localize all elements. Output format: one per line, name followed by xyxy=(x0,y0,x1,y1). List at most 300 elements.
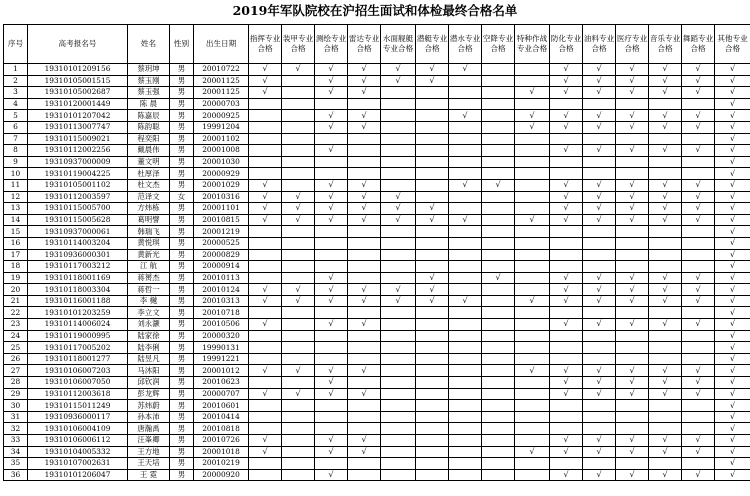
birth-date-cell: 20010219 xyxy=(194,458,249,470)
check-mark-icon: √ xyxy=(629,377,635,387)
qualification-cell xyxy=(550,249,583,261)
qualification-cell xyxy=(282,168,315,180)
qualification-cell xyxy=(715,226,750,238)
qualification-cell xyxy=(715,400,750,412)
qualification-cell xyxy=(416,272,449,284)
birth-date-cell: 20000525 xyxy=(194,237,249,249)
name-cell: 邱钦润 xyxy=(128,377,170,389)
qualification-cell xyxy=(550,377,583,389)
name-cell: 陈 晨 xyxy=(128,98,170,110)
qualification-cell xyxy=(249,469,282,481)
row-number-cell: 7 xyxy=(4,133,28,145)
qualification-cell xyxy=(249,249,282,261)
check-mark-icon: √ xyxy=(695,122,701,132)
qualification-cell xyxy=(715,87,750,99)
table-row xyxy=(4,261,750,273)
check-mark-icon: √ xyxy=(662,319,668,329)
qualification-cell xyxy=(682,75,715,87)
qualification-cell xyxy=(381,458,416,470)
exam-id-cell: 19310117005202 xyxy=(28,342,128,354)
birth-date-cell: 20010718 xyxy=(194,307,249,319)
qualification-cell xyxy=(715,446,750,458)
qualification-cell xyxy=(449,145,482,157)
exam-id-cell: 19310115009021 xyxy=(28,133,128,145)
birth-date-cell: 20001012 xyxy=(194,365,249,377)
qualification-cell xyxy=(449,249,482,261)
qualification-cell xyxy=(583,249,616,261)
qualification-cell xyxy=(515,319,550,331)
qualification-cell xyxy=(315,214,348,226)
qualification-cell xyxy=(348,272,381,284)
table-row xyxy=(4,179,750,191)
check-mark-icon: √ xyxy=(328,446,334,456)
qualification-cell xyxy=(381,110,416,122)
qualification-cell xyxy=(282,191,315,203)
check-mark-icon: √ xyxy=(662,446,668,456)
qualification-cell xyxy=(348,284,381,296)
qualification-cell xyxy=(649,411,682,423)
check-mark-icon: √ xyxy=(596,122,602,132)
check-mark-icon: √ xyxy=(729,249,736,259)
check-mark-icon: √ xyxy=(729,87,736,97)
qualification-cell xyxy=(550,446,583,458)
qualification-cell xyxy=(482,365,515,377)
qualification-cell xyxy=(348,469,381,481)
qualification-cell xyxy=(249,435,282,447)
qualification-cell xyxy=(682,330,715,342)
check-mark-icon: √ xyxy=(429,284,435,294)
qualification-cell xyxy=(649,179,682,191)
check-mark-icon: √ xyxy=(361,284,367,294)
check-mark-icon: √ xyxy=(563,87,569,97)
qualification-cell xyxy=(649,330,682,342)
qualification-cell xyxy=(282,110,315,122)
exam-id-cell: 19310104005332 xyxy=(28,446,128,458)
qualification-cell xyxy=(515,64,550,76)
check-mark-icon: √ xyxy=(629,75,635,85)
qualification-cell xyxy=(482,319,515,331)
qualification-cell xyxy=(381,469,416,481)
column-header: 性别 xyxy=(170,25,194,64)
exam-id-cell: 19310105002687 xyxy=(28,87,128,99)
qualification-cell xyxy=(682,365,715,377)
qualification-cell xyxy=(682,214,715,226)
check-mark-icon: √ xyxy=(729,133,736,143)
name-cell: 程奕阳 xyxy=(128,133,170,145)
qualification-cell xyxy=(416,435,449,447)
check-mark-icon: √ xyxy=(361,122,367,132)
birth-date-cell: 20000829 xyxy=(194,249,249,261)
table-row xyxy=(4,237,750,249)
qualification-cell xyxy=(416,469,449,481)
qualification-cell xyxy=(715,110,750,122)
row-number-cell: 35 xyxy=(4,458,28,470)
check-mark-icon: √ xyxy=(262,75,268,85)
qualification-cell xyxy=(482,156,515,168)
exam-id-cell: 19310936000117 xyxy=(28,411,128,423)
qualification-cell xyxy=(515,435,550,447)
row-number-cell: 8 xyxy=(4,145,28,157)
qualification-cell xyxy=(315,191,348,203)
exam-id-cell: 19310115011249 xyxy=(28,400,128,412)
qualification-cell xyxy=(381,411,416,423)
qualification-cell xyxy=(550,87,583,99)
birth-date-cell: 20010313 xyxy=(194,295,249,307)
qualification-cell xyxy=(249,458,282,470)
qualification-cell xyxy=(616,110,649,122)
check-mark-icon: √ xyxy=(695,377,701,387)
check-mark-icon: √ xyxy=(596,446,602,456)
table-row xyxy=(4,110,750,122)
qualification-cell xyxy=(616,446,649,458)
qualification-cell xyxy=(616,75,649,87)
qualification-cell xyxy=(550,191,583,203)
qualification-cell xyxy=(348,145,381,157)
table-row xyxy=(4,400,750,412)
name-cell: 蔡玉刚 xyxy=(128,75,170,87)
row-number-cell: 9 xyxy=(4,156,28,168)
name-cell: 陈韵聪 xyxy=(128,121,170,133)
name-cell: 黄新光 xyxy=(128,249,170,261)
row-number-cell: 33 xyxy=(4,435,28,447)
qualification-cell xyxy=(249,156,282,168)
qualification-cell xyxy=(682,411,715,423)
qualification-cell xyxy=(515,133,550,145)
qualification-cell xyxy=(416,179,449,191)
qualification-cell xyxy=(449,365,482,377)
name-cell: 董文明 xyxy=(128,156,170,168)
qualification-cell xyxy=(616,191,649,203)
qualification-cell xyxy=(649,353,682,365)
qualification-cell xyxy=(381,179,416,191)
qualification-cell xyxy=(715,330,750,342)
table-header-row xyxy=(4,25,750,64)
qualification-cell xyxy=(550,469,583,481)
qualification-cell xyxy=(449,237,482,249)
check-mark-icon: √ xyxy=(295,191,301,201)
table-row xyxy=(4,64,750,76)
qualification-cell xyxy=(715,458,750,470)
qualification-cell xyxy=(315,295,348,307)
row-number-cell: 15 xyxy=(4,226,28,238)
table-row xyxy=(4,214,750,226)
qualification-cell xyxy=(315,330,348,342)
check-mark-icon: √ xyxy=(328,388,334,398)
qualification-cell xyxy=(282,98,315,110)
name-cell: 刘永灏 xyxy=(128,319,170,331)
check-mark-icon: √ xyxy=(695,87,701,97)
qualification-cell xyxy=(649,203,682,215)
gender-cell: 男 xyxy=(170,64,194,76)
qualification-cell xyxy=(416,261,449,273)
qualification-cell xyxy=(348,133,381,145)
check-mark-icon: √ xyxy=(662,145,668,155)
check-mark-icon: √ xyxy=(563,145,569,155)
gender-cell: 男 xyxy=(170,330,194,342)
qualification-cell xyxy=(416,377,449,389)
check-mark-icon: √ xyxy=(295,215,301,225)
gender-cell: 男 xyxy=(170,237,194,249)
qualification-cell xyxy=(715,435,750,447)
check-mark-icon: √ xyxy=(262,284,268,294)
qualification-cell xyxy=(515,203,550,215)
qualification-cell xyxy=(449,284,482,296)
check-mark-icon: √ xyxy=(328,87,334,97)
check-mark-icon: √ xyxy=(328,145,334,155)
check-mark-icon: √ xyxy=(563,75,569,85)
qualification-cell xyxy=(682,423,715,435)
qualification-cell xyxy=(348,295,381,307)
exam-id-cell: 19310118001169 xyxy=(28,272,128,284)
check-mark-icon: √ xyxy=(729,423,736,433)
check-mark-icon: √ xyxy=(629,87,635,97)
check-mark-icon: √ xyxy=(295,388,301,398)
name-cell: 葛明譬 xyxy=(128,214,170,226)
check-mark-icon: √ xyxy=(596,215,602,225)
qualification-cell xyxy=(682,179,715,191)
qualification-cell xyxy=(682,156,715,168)
name-cell: 黄悦琪 xyxy=(128,237,170,249)
qualification-cell xyxy=(583,377,616,389)
qualification-cell xyxy=(348,411,381,423)
qualification-cell xyxy=(348,168,381,180)
qualification-cell xyxy=(583,156,616,168)
qualification-cell xyxy=(682,191,715,203)
qualification-cell xyxy=(583,365,616,377)
qualification-cell xyxy=(715,295,750,307)
qualification-cell xyxy=(348,64,381,76)
check-mark-icon: √ xyxy=(462,64,468,74)
check-mark-icon: √ xyxy=(328,75,334,85)
qualification-cell xyxy=(550,284,583,296)
check-mark-icon: √ xyxy=(629,296,635,306)
qualification-cell xyxy=(449,435,482,447)
qualification-cell xyxy=(515,249,550,261)
check-mark-icon: √ xyxy=(596,435,602,445)
name-cell: 王 霓 xyxy=(128,469,170,481)
qualification-cell xyxy=(348,191,381,203)
column-header: 油料专业合格 xyxy=(583,25,616,64)
qualification-cell xyxy=(550,319,583,331)
qualification-cell xyxy=(515,261,550,273)
birth-date-cell: 20010506 xyxy=(194,319,249,331)
exam-id-cell: 19310937000061 xyxy=(28,226,128,238)
qualification-cell xyxy=(449,330,482,342)
qualification-cell xyxy=(682,353,715,365)
qualification-cell xyxy=(682,121,715,133)
qualification-cell xyxy=(249,226,282,238)
qualification-cell xyxy=(550,168,583,180)
check-mark-icon: √ xyxy=(695,470,701,480)
qualification-cell xyxy=(282,87,315,99)
check-mark-icon: √ xyxy=(361,319,367,329)
qualification-cell xyxy=(482,87,515,99)
check-mark-icon: √ xyxy=(662,272,668,282)
qualification-cell xyxy=(616,411,649,423)
qualification-cell xyxy=(550,353,583,365)
qualification-cell xyxy=(416,98,449,110)
qualification-cell xyxy=(515,365,550,377)
check-mark-icon: √ xyxy=(328,365,334,375)
check-mark-icon: √ xyxy=(328,122,334,132)
check-mark-icon: √ xyxy=(662,296,668,306)
qualification-cell xyxy=(381,388,416,400)
qualification-cell xyxy=(315,342,348,354)
qualification-cell xyxy=(315,400,348,412)
qualification-cell xyxy=(249,388,282,400)
gender-cell: 男 xyxy=(170,168,194,180)
qualification-cell xyxy=(249,295,282,307)
exam-id-cell: 19310101206047 xyxy=(28,469,128,481)
qualification-cell xyxy=(583,284,616,296)
gender-cell: 男 xyxy=(170,365,194,377)
gender-cell: 男 xyxy=(170,400,194,412)
table-row xyxy=(4,87,750,99)
exam-id-cell: 19310118001277 xyxy=(28,353,128,365)
qualification-cell xyxy=(249,168,282,180)
qualification-cell xyxy=(249,423,282,435)
qualification-cell xyxy=(515,388,550,400)
gender-cell: 男 xyxy=(170,423,194,435)
qualification-cell xyxy=(482,377,515,389)
check-mark-icon: √ xyxy=(729,365,736,375)
check-mark-icon: √ xyxy=(629,365,635,375)
qualification-cell xyxy=(449,307,482,319)
qualification-cell xyxy=(482,261,515,273)
check-mark-icon: √ xyxy=(295,365,301,375)
qualification-cell xyxy=(282,319,315,331)
qualification-cell xyxy=(649,400,682,412)
qualification-cell xyxy=(315,261,348,273)
table-row xyxy=(4,295,750,307)
qualification-cell xyxy=(583,295,616,307)
qualification-cell xyxy=(715,64,750,76)
qualification-cell xyxy=(715,469,750,481)
qualification-cell xyxy=(381,284,416,296)
check-mark-icon: √ xyxy=(729,458,736,468)
row-number-cell: 13 xyxy=(4,203,28,215)
qualification-cell xyxy=(482,203,515,215)
row-number-cell: 12 xyxy=(4,191,28,203)
table-row xyxy=(4,145,750,157)
gender-cell: 男 xyxy=(170,121,194,133)
gender-cell: 男 xyxy=(170,145,194,157)
row-number-cell: 31 xyxy=(4,411,28,423)
qualification-cell xyxy=(249,203,282,215)
qualification-cell xyxy=(616,64,649,76)
qualification-cell xyxy=(348,87,381,99)
qualification-cell xyxy=(715,133,750,145)
exam-id-cell: 19310936000301 xyxy=(28,249,128,261)
column-header: 舞蹈专业合格 xyxy=(682,25,715,64)
exam-id-cell: 19310114003204 xyxy=(28,237,128,249)
qualification-cell xyxy=(583,98,616,110)
check-mark-icon: √ xyxy=(361,215,367,225)
qualification-cell xyxy=(416,121,449,133)
qualification-cell xyxy=(348,75,381,87)
qualification-cell xyxy=(315,272,348,284)
qualification-cell xyxy=(482,145,515,157)
qualification-cell xyxy=(282,458,315,470)
qualification-cell xyxy=(550,261,583,273)
qualification-cell xyxy=(249,261,282,273)
qualification-cell xyxy=(282,145,315,157)
qualification-cell xyxy=(682,295,715,307)
qualification-cell xyxy=(616,133,649,145)
qualification-cell xyxy=(315,64,348,76)
check-mark-icon: √ xyxy=(662,435,668,445)
check-mark-icon: √ xyxy=(262,296,268,306)
exam-id-cell: 19310106007203 xyxy=(28,365,128,377)
qualification-cell xyxy=(381,377,416,389)
check-mark-icon: √ xyxy=(729,354,736,364)
check-mark-icon: √ xyxy=(361,388,367,398)
name-cell: 陆家徐 xyxy=(128,330,170,342)
qualification-cell xyxy=(682,237,715,249)
qualification-cell xyxy=(449,353,482,365)
check-mark-icon: √ xyxy=(729,470,736,480)
gender-cell: 男 xyxy=(170,133,194,145)
qualification-cell xyxy=(616,342,649,354)
check-mark-icon: √ xyxy=(529,110,535,120)
qualification-cell xyxy=(282,156,315,168)
qualification-cell xyxy=(715,388,750,400)
table-row xyxy=(4,75,750,87)
gender-cell: 男 xyxy=(170,377,194,389)
qualification-cell xyxy=(282,226,315,238)
qualification-cell xyxy=(282,330,315,342)
qualification-cell xyxy=(416,423,449,435)
name-cell: 陈嘉辰 xyxy=(128,110,170,122)
check-mark-icon: √ xyxy=(629,319,635,329)
check-mark-icon: √ xyxy=(596,319,602,329)
qualification-cell xyxy=(315,110,348,122)
qualification-cell xyxy=(550,388,583,400)
qualification-cell xyxy=(550,110,583,122)
row-number-cell: 32 xyxy=(4,423,28,435)
birth-date-cell: 20000703 xyxy=(194,98,249,110)
check-mark-icon: √ xyxy=(429,203,435,213)
qualification-cell xyxy=(715,214,750,226)
qualification-cell xyxy=(616,435,649,447)
qualification-cell xyxy=(715,179,750,191)
qualification-cell xyxy=(515,458,550,470)
qualification-cell xyxy=(649,121,682,133)
qualification-cell xyxy=(348,446,381,458)
name-cell: 江 航 xyxy=(128,261,170,273)
table-row xyxy=(4,203,750,215)
qualification-cell xyxy=(381,203,416,215)
check-mark-icon: √ xyxy=(695,203,701,213)
qualification-cell xyxy=(282,121,315,133)
qualification-cell xyxy=(715,98,750,110)
check-mark-icon: √ xyxy=(395,64,401,74)
qualification-cell xyxy=(348,365,381,377)
table-row xyxy=(4,411,750,423)
check-mark-icon: √ xyxy=(328,191,334,201)
table-row xyxy=(4,423,750,435)
qualification-cell xyxy=(515,295,550,307)
qualification-cell xyxy=(616,400,649,412)
check-mark-icon: √ xyxy=(262,319,268,329)
row-number-cell: 25 xyxy=(4,342,28,354)
qualification-cell xyxy=(381,307,416,319)
qualification-cell xyxy=(616,458,649,470)
check-mark-icon: √ xyxy=(563,180,569,190)
check-mark-icon: √ xyxy=(429,64,435,74)
birth-date-cell: 20001219 xyxy=(194,226,249,238)
check-mark-icon: √ xyxy=(729,238,736,248)
